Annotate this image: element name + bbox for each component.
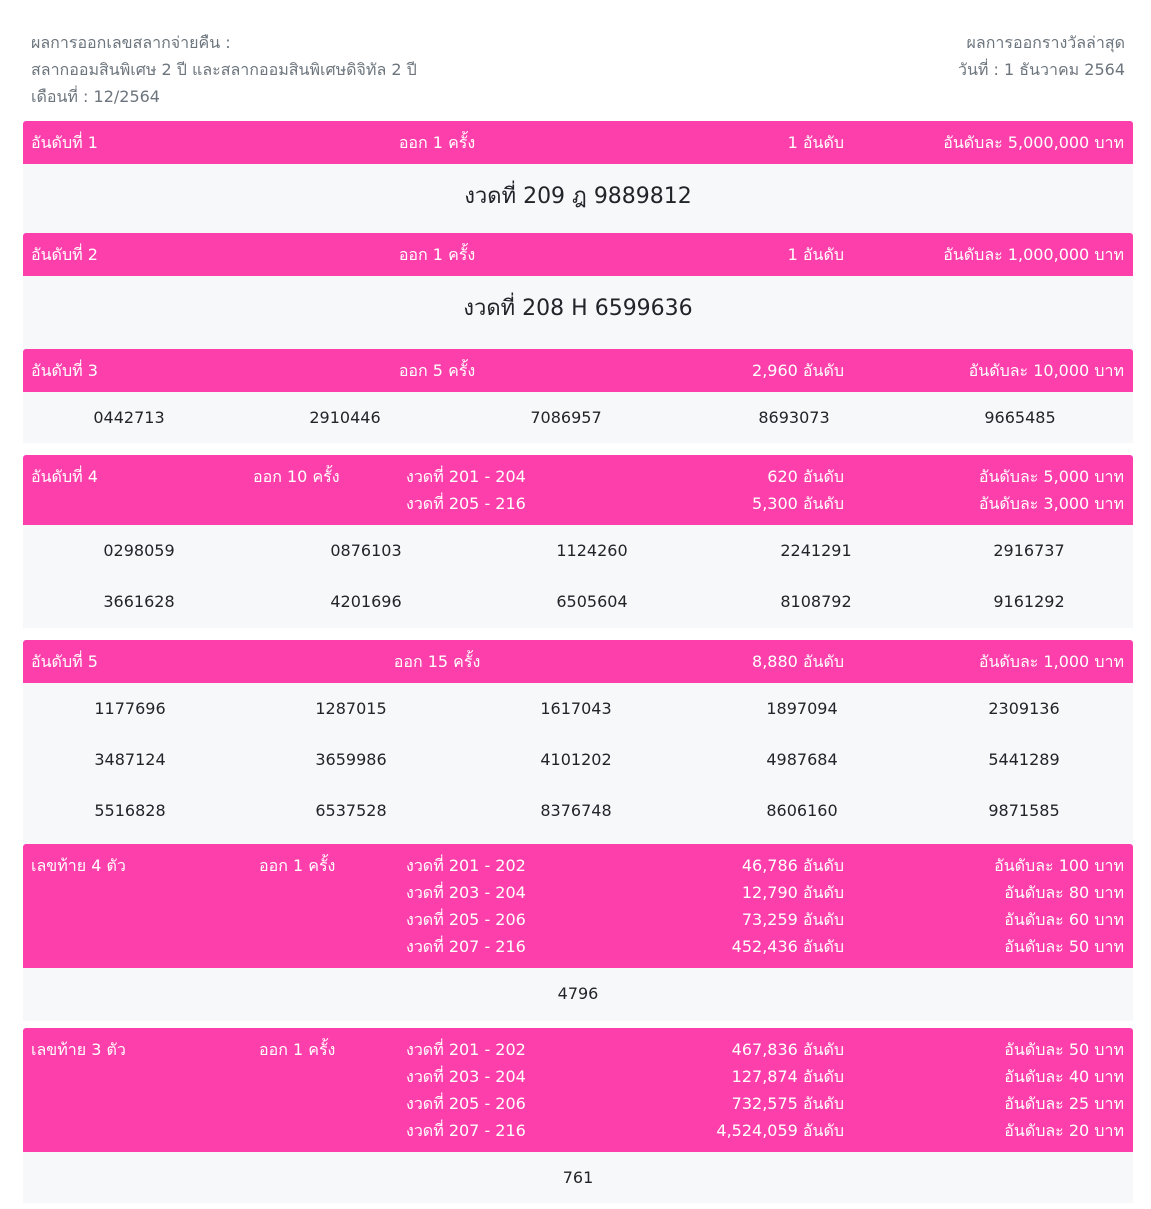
last-4-digits-header — [23, 844, 1133, 968]
prize-amounts — [994, 852, 1124, 960]
prize-count: 452,436 อันดับ — [731, 937, 844, 956]
winning-number: 0298059 — [103, 541, 175, 560]
prize-rank: เลขท้าย 4 ตัว — [31, 856, 126, 875]
report-title-line2: สลากออมสินพิเศษ 2 ปี และสลากออมสินพิเศษดิจิทัล 2 ปี — [31, 60, 417, 79]
draw-range: งวดที่ 203 - 204 — [406, 883, 526, 902]
winning-number: 9665485 — [984, 408, 1056, 427]
number-row — [23, 734, 1133, 785]
winning-number: 5441289 — [988, 750, 1060, 769]
prize-times: ออก 1 ครั้ง — [259, 856, 336, 875]
winning-number: 1287015 — [315, 699, 387, 718]
page-header — [0, 0, 1151, 121]
winning-number: 7086957 — [530, 408, 602, 427]
winning-number: 4201696 — [330, 592, 402, 611]
prize-times: ออก 5 ครั้ง — [398, 361, 476, 380]
prize-amount: อันดับละ 100 บาท — [994, 856, 1124, 875]
prize-count: 127,874 อันดับ — [731, 1067, 844, 1086]
prize-result: งวดที่ 208 H 6599636 — [463, 296, 693, 321]
winning-number: 1897094 — [766, 699, 838, 718]
winning-number: 2916737 — [993, 541, 1065, 560]
report-title-line1: ผลการออกเลขสลากจ่ายคืน : — [31, 33, 231, 52]
number-row — [23, 576, 1133, 627]
prize-3-section — [23, 349, 1133, 443]
prize-times: ออก 10 ครั้ง — [253, 467, 340, 486]
winning-number: 761 — [562, 1168, 594, 1187]
prize-count: 5,300 อันดับ — [752, 494, 844, 513]
prize-times: ออก 1 ครั้ง — [259, 1040, 336, 1059]
report-month: เดือนที่ : 12/2564 — [31, 87, 160, 106]
winning-number: 6537528 — [315, 801, 387, 820]
draw-range: งวดที่ 207 - 216 — [406, 937, 526, 956]
winning-number: 3487124 — [94, 750, 166, 769]
prize-amount: อันดับละ 60 บาท — [1004, 910, 1124, 929]
prize-5-section — [23, 640, 1133, 844]
winning-number: 2309136 — [988, 699, 1060, 718]
last-3-digits-header — [23, 1028, 1133, 1152]
prize-amount: อันดับละ 50 บาท — [1004, 937, 1124, 956]
prize-count: 12,790 อันดับ — [741, 883, 844, 902]
prize-amount: อันดับละ 40 บาท — [1004, 1067, 1124, 1086]
prize-count: 1 อันดับ — [787, 133, 844, 152]
prize-times: ออก 1 ครั้ง — [398, 245, 476, 264]
winning-number: 1177696 — [94, 699, 166, 718]
draw-ranges — [406, 463, 526, 517]
draw-range: งวดที่ 201 - 202 — [406, 856, 526, 875]
winning-number: 0442713 — [93, 408, 165, 427]
last-3-digits-section — [23, 1028, 1133, 1203]
prize-count: 4,524,059 อันดับ — [716, 1121, 844, 1140]
prize-amount: อันดับละ 5,000,000 บาท — [943, 133, 1124, 152]
prize-1-section — [23, 121, 1133, 233]
prize-amount: อันดับละ 80 บาท — [1004, 883, 1124, 902]
prize-5-body — [23, 683, 1133, 844]
draw-range: งวดที่ 205 - 206 — [406, 1094, 526, 1113]
winning-number: 8606160 — [766, 801, 838, 820]
prize-amount: อันดับละ 1,000 บาท — [978, 652, 1124, 671]
prize-rank: อันดับที่ 5 — [31, 652, 98, 671]
prize-amount: อันดับละ 50 บาท — [1004, 1040, 1124, 1059]
prize-count: 8,880 อันดับ — [752, 652, 844, 671]
winning-number: 0876103 — [330, 541, 402, 560]
prize-4-section — [23, 455, 1133, 628]
prize-2-header — [23, 233, 1133, 276]
winning-number: 4796 — [557, 984, 599, 1003]
winning-number: 2241291 — [780, 541, 852, 560]
prize-3-header — [23, 349, 1133, 392]
prize-counts — [732, 852, 844, 960]
winning-number: 2910446 — [309, 408, 381, 427]
winning-number: 1124260 — [556, 541, 628, 560]
winning-number: 4101202 — [540, 750, 612, 769]
prize-count: 467,836 อันดับ — [731, 1040, 844, 1059]
latest-result-label: ผลการออกรางวัลล่าสุด — [966, 33, 1125, 52]
prize-amounts — [979, 463, 1124, 517]
last-4-digits-body — [23, 968, 1133, 1021]
draw-range: งวดที่ 201 - 202 — [406, 1040, 526, 1059]
winning-number: 3659986 — [315, 750, 387, 769]
prize-count: 1 อันดับ — [787, 245, 844, 264]
prize-count: 46,786 อันดับ — [741, 856, 844, 875]
prize-amounts — [1004, 1036, 1124, 1144]
number-row — [23, 785, 1133, 836]
prize-5-header — [23, 640, 1133, 683]
prize-3-body — [23, 392, 1133, 443]
draw-range: งวดที่ 201 - 204 — [406, 467, 526, 486]
prize-count: 73,259 อันดับ — [741, 910, 844, 929]
prize-amount: อันดับละ 20 บาท — [1004, 1121, 1124, 1140]
prize-amount: อันดับละ 1,000,000 บาท — [943, 245, 1124, 264]
prize-rank: เลขท้าย 3 ตัว — [31, 1040, 126, 1059]
winning-number: 6505604 — [556, 592, 628, 611]
winning-number: 3661628 — [103, 592, 175, 611]
latest-result-date: วันที่ : 1 ธันวาคม 2564 — [957, 60, 1125, 79]
prize-amount: อันดับละ 5,000 บาท — [978, 467, 1124, 486]
prize-count: 620 อันดับ — [767, 467, 844, 486]
prize-2-body — [23, 276, 1133, 349]
prize-counts — [752, 463, 844, 517]
winning-number: 8108792 — [780, 592, 852, 611]
prize-rank: อันดับที่ 1 — [31, 133, 98, 152]
number-row — [23, 683, 1133, 734]
prize-count: 2,960 อันดับ — [752, 361, 844, 380]
draw-range: งวดที่ 205 - 206 — [406, 910, 526, 929]
draw-range: งวดที่ 207 - 216 — [406, 1121, 526, 1140]
prize-times: ออก 1 ครั้ง — [398, 133, 476, 152]
winning-number: 9161292 — [993, 592, 1065, 611]
number-row — [23, 525, 1133, 576]
prize-1-body — [23, 164, 1133, 233]
latest-result-info — [958, 29, 1125, 83]
draw-ranges — [406, 852, 526, 960]
last-4-digits-section — [23, 844, 1133, 1021]
prize-1-header — [23, 121, 1133, 164]
prize-4-body — [23, 525, 1133, 628]
winning-number: 1617043 — [540, 699, 612, 718]
prize-4-header — [23, 455, 1133, 525]
winning-number: 5516828 — [94, 801, 166, 820]
prize-rank: อันดับที่ 3 — [31, 361, 98, 380]
draw-range: งวดที่ 203 - 204 — [406, 1067, 526, 1086]
prize-result: งวดที่ 209 ฎ 9889812 — [464, 184, 692, 209]
prize-amount: อันดับละ 25 บาท — [1004, 1094, 1124, 1113]
prize-amount: อันดับละ 10,000 บาท — [968, 361, 1124, 380]
winning-number: 9871585 — [988, 801, 1060, 820]
prize-rank: อันดับที่ 2 — [31, 245, 98, 264]
prize-counts — [716, 1036, 844, 1144]
prize-rank: อันดับที่ 4 — [31, 467, 98, 486]
draw-range: งวดที่ 205 - 216 — [406, 494, 526, 513]
report-title — [31, 29, 417, 110]
winning-number: 8376748 — [540, 801, 612, 820]
prize-amount: อันดับละ 3,000 บาท — [978, 494, 1124, 513]
prize-count: 732,575 อันดับ — [731, 1094, 844, 1113]
winning-number: 8693073 — [758, 408, 830, 427]
prize-2-section — [23, 233, 1133, 349]
number-row — [23, 392, 1133, 443]
draw-ranges — [406, 1036, 526, 1144]
prize-times: ออก 15 ครั้ง — [393, 652, 481, 671]
winning-number: 4987684 — [766, 750, 838, 769]
last-3-digits-body — [23, 1152, 1133, 1203]
